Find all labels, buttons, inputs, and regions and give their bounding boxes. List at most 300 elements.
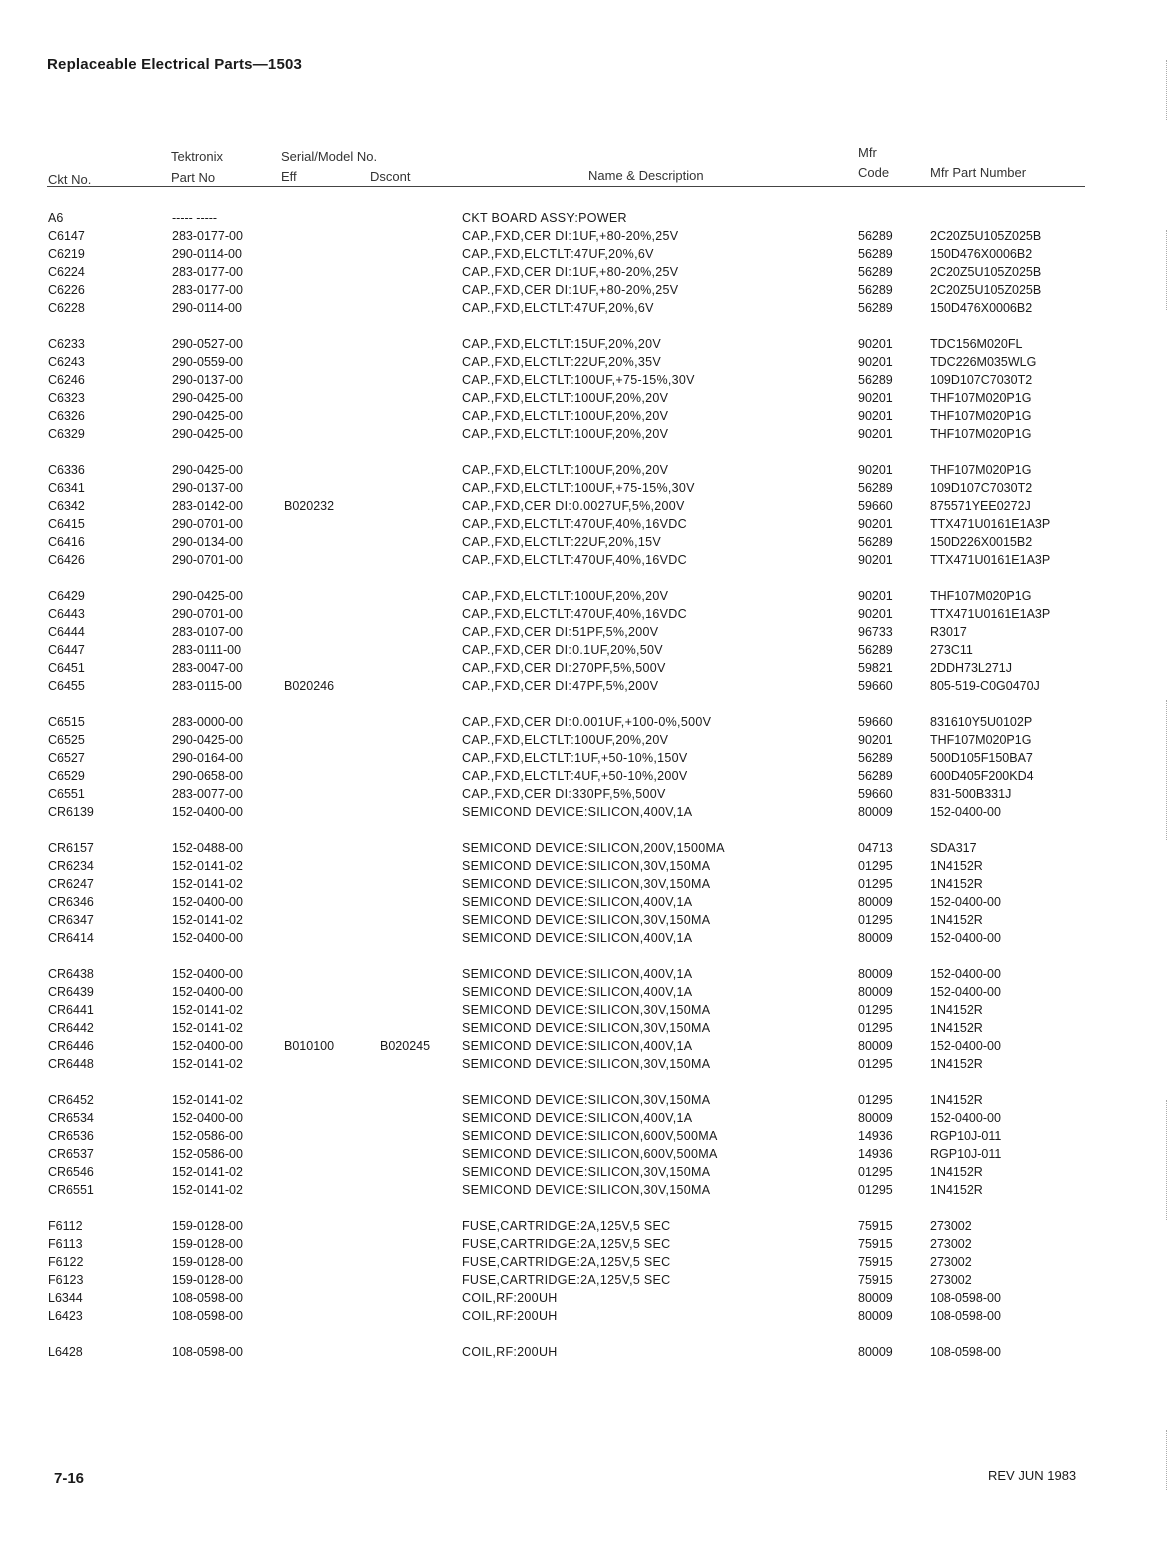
page-title: Replaceable Electrical Parts—1503 — [47, 56, 303, 73]
ckt-no: C6326 — [48, 409, 85, 423]
dscont-serial: B020245 — [380, 1039, 431, 1053]
table-row — [0, 1003, 1176, 1021]
part-no: 159-0128-00 — [172, 1237, 243, 1251]
mfr-code: 01295 — [858, 877, 893, 891]
mfr-part-number: RGP10J-011 — [930, 1129, 1002, 1143]
table-row — [0, 355, 1176, 373]
name-description: FUSE,CARTRIDGE:2A,125V,5 SEC — [462, 1255, 671, 1269]
ckt-no: C6426 — [48, 553, 85, 567]
ckt-no: C6243 — [48, 355, 85, 369]
table-row — [0, 1021, 1176, 1039]
table-row — [0, 841, 1176, 859]
ckt-no: CR6551 — [48, 1183, 94, 1197]
revision-date: REV JUN 1983 — [988, 1468, 1077, 1483]
mfr-part-number: 152-0400-00 — [930, 805, 1001, 819]
part-no: 283-0177-00 — [172, 283, 243, 297]
ckt-no: CR6534 — [48, 1111, 94, 1125]
table-row — [0, 1291, 1176, 1309]
name-description: FUSE,CARTRIDGE:2A,125V,5 SEC — [462, 1237, 671, 1251]
header-rule — [47, 186, 1085, 187]
ckt-no: C6336 — [48, 463, 85, 477]
ckt-no: C6443 — [48, 607, 85, 621]
mfr-code: 90201 — [858, 337, 893, 351]
part-no: 290-0701-00 — [172, 553, 243, 567]
part-no: 159-0128-00 — [172, 1219, 243, 1233]
part-no: 152-0586-00 — [172, 1129, 243, 1143]
name-description: COIL,RF:200UH — [462, 1309, 558, 1323]
name-description: SEMICOND DEVICE:SILICON,30V,150MA — [462, 913, 711, 927]
name-description: CAP.,FXD,ELCTLT:100UF,20%,20V — [462, 409, 669, 423]
table-row — [0, 1345, 1176, 1363]
table-row — [0, 895, 1176, 913]
mfr-code: 56289 — [858, 643, 893, 657]
part-no: 108-0598-00 — [172, 1309, 243, 1323]
table-row — [0, 211, 1176, 229]
part-no: 152-0400-00 — [172, 931, 243, 945]
mfr-part-number: 831610Y5U0102P — [930, 715, 1033, 729]
mfr-part-number: 2C20Z5U105Z025B — [930, 283, 1042, 297]
part-no: 152-0400-00 — [172, 1039, 243, 1053]
mfr-code: 80009 — [858, 1039, 893, 1053]
table-row — [0, 1219, 1176, 1237]
ckt-no: C6219 — [48, 247, 85, 261]
header-part-no: Part No — [171, 170, 216, 185]
table-row — [0, 499, 1176, 517]
name-description: SEMICOND DEVICE:SILICON,30V,150MA — [462, 877, 711, 891]
part-no: 290-0137-00 — [172, 481, 243, 495]
part-no: 152-0141-02 — [172, 859, 243, 873]
mfr-code: 01295 — [858, 859, 893, 873]
name-description: SEMICOND DEVICE:SILICON,600V,500MA — [462, 1147, 718, 1161]
table-row — [0, 715, 1176, 733]
ckt-no: F6122 — [48, 1255, 84, 1269]
name-description: CAP.,FXD,ELCTLT:1UF,+50-10%,150V — [462, 751, 688, 765]
name-description: CAP.,FXD,ELCTLT:47UF,20%,6V — [462, 301, 654, 315]
ckt-no: L6344 — [48, 1291, 83, 1305]
ckt-no: CR6441 — [48, 1003, 94, 1017]
table-row — [0, 787, 1176, 805]
name-description: CAP.,FXD,CER DI:0.001UF,+100-0%,500V — [462, 715, 712, 729]
ckt-no: CR6446 — [48, 1039, 94, 1053]
table-row — [0, 1129, 1176, 1147]
table-row — [0, 985, 1176, 1003]
part-no: 290-0425-00 — [172, 733, 243, 747]
ckt-no: CR6452 — [48, 1093, 94, 1107]
name-description: COIL,RF:200UH — [462, 1345, 558, 1359]
table-row — [0, 751, 1176, 769]
table-row — [0, 769, 1176, 787]
mfr-code: 90201 — [858, 607, 893, 621]
name-description: SEMICOND DEVICE:SILICON,30V,150MA — [462, 1183, 711, 1197]
ckt-no: CR6247 — [48, 877, 94, 891]
ckt-no: C6329 — [48, 427, 85, 441]
mfr-part-number: THF107M020P1G — [930, 427, 1032, 441]
mfr-code: 80009 — [858, 895, 893, 909]
ckt-no: F6113 — [48, 1237, 83, 1251]
mfr-part-number: 2C20Z5U105Z025B — [930, 229, 1042, 243]
part-no: 283-0177-00 — [172, 229, 243, 243]
part-no: 283-0115-00 — [172, 679, 242, 693]
mfr-part-number: 108-0598-00 — [930, 1309, 1001, 1323]
name-description: CAP.,FXD,ELCTLT:100UF,20%,20V — [462, 427, 669, 441]
mfr-part-number: TDC156M020FL — [930, 337, 1023, 351]
name-description: SEMICOND DEVICE:SILICON,400V,1A — [462, 1111, 693, 1125]
table-row — [0, 1165, 1176, 1183]
page-number: 7-16 — [54, 1470, 85, 1487]
header-mfr: Mfr — [858, 145, 877, 160]
mfr-code: 96733 — [858, 625, 893, 639]
table-row — [0, 535, 1176, 553]
mfr-part-number: 1N4152R — [930, 1057, 983, 1071]
name-description: SEMICOND DEVICE:SILICON,30V,150MA — [462, 1003, 711, 1017]
name-description: CKT BOARD ASSY:POWER — [462, 211, 627, 225]
ckt-no: C6447 — [48, 643, 85, 657]
mfr-part-number: 1N4152R — [930, 913, 983, 927]
mfr-code: 56289 — [858, 373, 893, 387]
part-no: 152-0141-02 — [172, 1165, 243, 1179]
mfr-code: 56289 — [858, 301, 893, 315]
table-row — [0, 931, 1176, 949]
binding-edge-mark — [1166, 60, 1168, 120]
name-description: CAP.,FXD,CER DI:270PF,5%,500V — [462, 661, 666, 675]
ckt-no: C6415 — [48, 517, 85, 531]
table-row — [0, 247, 1176, 265]
ckt-no: C6147 — [48, 229, 85, 243]
mfr-part-number: 600D405F200KD4 — [930, 769, 1034, 783]
mfr-part-number: 152-0400-00 — [930, 985, 1001, 999]
table-row — [0, 409, 1176, 427]
ckt-no: L6423 — [48, 1309, 83, 1323]
table-row — [0, 1111, 1176, 1129]
mfr-code: 80009 — [858, 1291, 893, 1305]
name-description: CAP.,FXD,ELCTLT:100UF,+75-15%,30V — [462, 373, 695, 387]
name-description: CAP.,FXD,CER DI:1UF,+80-20%,25V — [462, 265, 679, 279]
binding-edge-mark — [1166, 700, 1168, 840]
mfr-part-number: 1N4152R — [930, 1183, 983, 1197]
name-description: CAP.,FXD,ELCTLT:22UF,20%,15V — [462, 535, 661, 549]
ckt-no: CR6546 — [48, 1165, 94, 1179]
mfr-code: 14936 — [858, 1147, 893, 1161]
name-description: CAP.,FXD,ELCTLT:100UF,20%,20V — [462, 391, 669, 405]
name-description: SEMICOND DEVICE:SILICON,30V,150MA — [462, 1165, 711, 1179]
table-row — [0, 643, 1176, 661]
mfr-part-number: 1N4152R — [930, 1093, 983, 1107]
mfr-part-number: 805-519-C0G0470J — [930, 679, 1040, 693]
part-no: 283-0000-00 — [172, 715, 243, 729]
ckt-no: CR6537 — [48, 1147, 94, 1161]
table-row — [0, 1147, 1176, 1165]
part-no: 152-0488-00 — [172, 841, 243, 855]
mfr-part-number: TTX471U0161E1A3P — [930, 607, 1051, 621]
ckt-no: C6551 — [48, 787, 85, 801]
part-no: 152-0141-02 — [172, 1057, 243, 1071]
mfr-code: 56289 — [858, 769, 893, 783]
name-description: SEMICOND DEVICE:SILICON,400V,1A — [462, 931, 693, 945]
eff-serial: B020232 — [284, 499, 335, 513]
table-row — [0, 589, 1176, 607]
part-no: 152-0586-00 — [172, 1147, 243, 1161]
mfr-code: 01295 — [858, 1165, 893, 1179]
mfr-code: 59821 — [858, 661, 893, 675]
ckt-no: C6224 — [48, 265, 85, 279]
mfr-part-number: THF107M020P1G — [930, 589, 1032, 603]
name-description: CAP.,FXD,CER DI:330PF,5%,500V — [462, 787, 666, 801]
mfr-code: 59660 — [858, 787, 893, 801]
table-row — [0, 517, 1176, 535]
table-row — [0, 679, 1176, 697]
binding-edge-mark — [1166, 230, 1168, 310]
mfr-part-number: 500D105F150BA7 — [930, 751, 1033, 765]
name-description: SEMICOND DEVICE:SILICON,30V,150MA — [462, 1021, 711, 1035]
table-row — [0, 967, 1176, 985]
mfr-part-number: R3017 — [930, 625, 967, 639]
ckt-no: CR6234 — [48, 859, 94, 873]
ckt-no: CR6448 — [48, 1057, 94, 1071]
mfr-code: 90201 — [858, 463, 893, 477]
part-no: 290-0701-00 — [172, 517, 243, 531]
ckt-no: C6246 — [48, 373, 85, 387]
eff-serial: B020246 — [284, 679, 335, 693]
ckt-no: C6529 — [48, 769, 85, 783]
ckt-no: C6515 — [48, 715, 85, 729]
ckt-no: L6428 — [48, 1345, 83, 1359]
table-row — [0, 1057, 1176, 1075]
mfr-part-number: RGP10J-011 — [930, 1147, 1002, 1161]
binding-edge-mark — [1166, 1100, 1168, 1220]
name-description: SEMICOND DEVICE:SILICON,400V,1A — [462, 967, 693, 981]
table-row — [0, 859, 1176, 877]
part-no: 290-0134-00 — [172, 535, 243, 549]
mfr-code: 56289 — [858, 751, 893, 765]
ckt-no: CR6439 — [48, 985, 94, 999]
mfr-part-number: 273002 — [930, 1237, 972, 1251]
part-no: 152-0400-00 — [172, 967, 243, 981]
name-description: CAP.,FXD,ELCTLT:100UF,20%,20V — [462, 589, 669, 603]
name-description: SEMICOND DEVICE:SILICON,600V,500MA — [462, 1129, 718, 1143]
mfr-part-number: THF107M020P1G — [930, 409, 1032, 423]
ckt-no: C6455 — [48, 679, 85, 693]
ckt-no: A6 — [48, 211, 64, 225]
header-tektronix: Tektronix — [171, 149, 224, 164]
mfr-part-number: THF107M020P1G — [930, 463, 1032, 477]
part-no: 290-0425-00 — [172, 463, 243, 477]
part-no: 290-0701-00 — [172, 607, 243, 621]
mfr-code: 59660 — [858, 499, 893, 513]
name-description: CAP.,FXD,CER DI:1UF,+80-20%,25V — [462, 283, 679, 297]
name-description: CAP.,FXD,ELCTLT:47UF,20%,6V — [462, 247, 654, 261]
header-ckt-no: Ckt No. — [48, 172, 92, 187]
mfr-part-number: 108-0598-00 — [930, 1291, 1001, 1305]
mfr-code: 56289 — [858, 229, 893, 243]
mfr-part-number: 2DDH73L271J — [930, 661, 1012, 675]
mfr-part-number: TTX471U0161E1A3P — [930, 553, 1051, 567]
table-row — [0, 1237, 1176, 1255]
ckt-no: C6233 — [48, 337, 85, 351]
mfr-code: 90201 — [858, 355, 893, 369]
part-no: 152-0400-00 — [172, 1111, 243, 1125]
ckt-no: C6228 — [48, 301, 85, 315]
mfr-code: 01295 — [858, 1183, 893, 1197]
part-no: 290-0425-00 — [172, 391, 243, 405]
mfr-code: 01295 — [858, 1057, 893, 1071]
name-description: CAP.,FXD,ELCTLT:15UF,20%,20V — [462, 337, 661, 351]
mfr-part-number: 109D107C7030T2 — [930, 373, 1033, 387]
ckt-no: CR6438 — [48, 967, 94, 981]
ckt-no: C6342 — [48, 499, 85, 513]
mfr-part-number: 152-0400-00 — [930, 931, 1001, 945]
mfr-part-number: 152-0400-00 — [930, 895, 1001, 909]
mfr-part-number: 2C20Z5U105Z025B — [930, 265, 1042, 279]
part-no: 159-0128-00 — [172, 1255, 243, 1269]
table-row — [0, 1183, 1176, 1201]
name-description: CAP.,FXD,ELCTLT:4UF,+50-10%,200V — [462, 769, 688, 783]
name-description: CAP.,FXD,ELCTLT:22UF,20%,35V — [462, 355, 661, 369]
table-row — [0, 733, 1176, 751]
ckt-no: C6527 — [48, 751, 85, 765]
header-serial-model: Serial/Model No. — [281, 149, 378, 164]
mfr-code: 01295 — [858, 913, 893, 927]
ckt-no: CR6139 — [48, 805, 94, 819]
ckt-no: C6416 — [48, 535, 85, 549]
part-no: 290-0137-00 — [172, 373, 243, 387]
name-description: FUSE,CARTRIDGE:2A,125V,5 SEC — [462, 1219, 671, 1233]
table-row — [0, 553, 1176, 571]
mfr-code: 80009 — [858, 805, 893, 819]
table-row — [0, 877, 1176, 895]
part-no: 290-0658-00 — [172, 769, 243, 783]
mfr-code: 75915 — [858, 1273, 893, 1287]
mfr-part-number: 1N4152R — [930, 1021, 983, 1035]
table-row — [0, 913, 1176, 931]
part-no: 283-0047-00 — [172, 661, 243, 675]
part-no: 152-0141-02 — [172, 1003, 243, 1017]
part-no: 108-0598-00 — [172, 1291, 243, 1305]
mfr-code: 80009 — [858, 1309, 893, 1323]
table-row — [0, 1309, 1176, 1327]
mfr-part-number: 1N4152R — [930, 859, 983, 873]
mfr-code: 90201 — [858, 553, 893, 567]
name-description: CAP.,FXD,CER DI:51PF,5%,200V — [462, 625, 659, 639]
mfr-code: 90201 — [858, 589, 893, 603]
mfr-code: 75915 — [858, 1219, 893, 1233]
mfr-part-number: 273002 — [930, 1273, 972, 1287]
header-name-description: Name & Description — [588, 168, 704, 183]
name-description: CAP.,FXD,ELCTLT:470UF,40%,16VDC — [462, 553, 687, 567]
name-description: CAP.,FXD,ELCTLT:470UF,40%,16VDC — [462, 517, 687, 531]
table-row — [0, 1255, 1176, 1273]
part-no: 152-0141-02 — [172, 1021, 243, 1035]
table-row — [0, 265, 1176, 283]
mfr-part-number: 273002 — [930, 1255, 972, 1269]
name-description: CAP.,FXD,ELCTLT:100UF,20%,20V — [462, 463, 669, 477]
ckt-no: C6323 — [48, 391, 85, 405]
mfr-code: 90201 — [858, 517, 893, 531]
part-no: 152-0141-02 — [172, 1183, 243, 1197]
mfr-part-number: 108-0598-00 — [930, 1345, 1001, 1359]
part-no: 290-0425-00 — [172, 589, 243, 603]
mfr-code: 90201 — [858, 427, 893, 441]
table-row — [0, 373, 1176, 391]
mfr-part-number: 1N4152R — [930, 1165, 983, 1179]
part-no: 152-0141-02 — [172, 1093, 243, 1107]
mfr-part-number: 109D107C7030T2 — [930, 481, 1033, 495]
part-no: 152-0400-00 — [172, 985, 243, 999]
ckt-no: CR6346 — [48, 895, 94, 909]
mfr-part-number: 152-0400-00 — [930, 1111, 1001, 1125]
mfr-part-number: 875571YEE0272J — [930, 499, 1031, 513]
name-description: SEMICOND DEVICE:SILICON,400V,1A — [462, 1039, 693, 1053]
mfr-code: 80009 — [858, 967, 893, 981]
table-row — [0, 283, 1176, 301]
table-row — [0, 1093, 1176, 1111]
ckt-no: CR6442 — [48, 1021, 94, 1035]
part-no: 283-0077-00 — [172, 787, 243, 801]
name-description: CAP.,FXD,CER DI:0.1UF,20%,50V — [462, 643, 663, 657]
name-description: CAP.,FXD,ELCTLT:100UF,+75-15%,30V — [462, 481, 695, 495]
mfr-part-number: 152-0400-00 — [930, 1039, 1001, 1053]
ckt-no: C6444 — [48, 625, 85, 639]
table-row — [0, 301, 1176, 319]
part-no: 159-0128-00 — [172, 1273, 243, 1287]
mfr-code: 56289 — [858, 247, 893, 261]
part-no: 290-0114-00 — [172, 247, 242, 261]
mfr-part-number: 152-0400-00 — [930, 967, 1001, 981]
mfr-code: 90201 — [858, 733, 893, 747]
ckt-no: F6123 — [48, 1273, 84, 1287]
part-no: 290-0527-00 — [172, 337, 243, 351]
header-dscont: Dscont — [370, 169, 411, 184]
mfr-code: 56289 — [858, 283, 893, 297]
ckt-no: C6525 — [48, 733, 85, 747]
name-description: SEMICOND DEVICE:SILICON,200V,1500MA — [462, 841, 725, 855]
ckt-no: CR6536 — [48, 1129, 94, 1143]
part-no: 283-0142-00 — [172, 499, 243, 513]
ckt-no: C6429 — [48, 589, 85, 603]
ckt-no: CR6347 — [48, 913, 94, 927]
mfr-code: 90201 — [858, 391, 893, 405]
mfr-code: 80009 — [858, 1111, 893, 1125]
part-no: 283-0111-00 — [172, 643, 242, 657]
table-row — [0, 607, 1176, 625]
table-row — [0, 1273, 1176, 1291]
part-no: 152-0141-02 — [172, 913, 243, 927]
ckt-no: C6341 — [48, 481, 85, 495]
name-description: CAP.,FXD,CER DI:1UF,+80-20%,25V — [462, 229, 679, 243]
table-row — [0, 661, 1176, 679]
name-description: SEMICOND DEVICE:SILICON,30V,150MA — [462, 1057, 711, 1071]
part-no: 290-0425-00 — [172, 409, 243, 423]
header-eff: Eff — [281, 169, 297, 184]
header-code: Code — [858, 165, 890, 180]
mfr-part-number: 273C11 — [930, 643, 973, 657]
table-row — [0, 427, 1176, 445]
table-row — [0, 625, 1176, 643]
table-row — [0, 391, 1176, 409]
mfr-code: 75915 — [858, 1255, 893, 1269]
mfr-code: 14936 — [858, 1129, 893, 1143]
part-no: ----- ----- — [172, 211, 218, 225]
part-no: 152-0141-02 — [172, 877, 243, 891]
mfr-code: 80009 — [858, 1345, 893, 1359]
header-mfr-part-number: Mfr Part Number — [930, 165, 1027, 180]
mfr-code: 56289 — [858, 265, 893, 279]
name-description: SEMICOND DEVICE:SILICON,400V,1A — [462, 805, 693, 819]
name-description: COIL,RF:200UH — [462, 1291, 558, 1305]
ckt-no: C6451 — [48, 661, 85, 675]
mfr-code: 59660 — [858, 679, 893, 693]
mfr-code: 56289 — [858, 535, 893, 549]
mfr-code: 04713 — [858, 841, 893, 855]
